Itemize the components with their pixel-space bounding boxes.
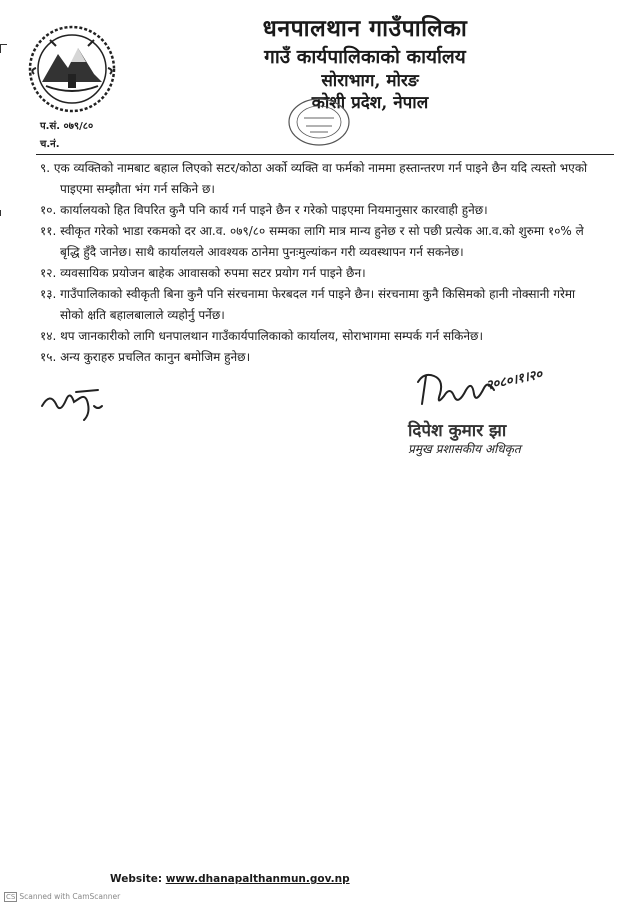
website-link[interactable]: www.dhanapalthanmun.gov.np bbox=[165, 873, 350, 885]
term-clause: १०. कार्यालयको हित विपरित कुनै पनि कार्य गर्न पाइने छैन र गरेको पाइएमा नियमानुसार कारवाही हुनेछ। bbox=[40, 203, 488, 217]
municipality-title: धनपालथान गाउँपालिका bbox=[262, 15, 468, 42]
scan-edge-mark bbox=[0, 44, 7, 53]
term-clause: १५. अन्य कुराहरु प्रचलित कानुन बमोजिम हुनेछ। bbox=[40, 350, 251, 364]
office-province: कोशी प्रदेश, नेपाल bbox=[311, 93, 429, 113]
footer-label: Website: bbox=[110, 873, 163, 885]
office-location: सोराभाग, मोरङ bbox=[321, 71, 419, 91]
officer-name-stamp: दिपेश कुमार झा bbox=[408, 421, 507, 441]
officer-designation: प्रमुख प्रशासकीय अधिकृत bbox=[408, 442, 521, 456]
header-divider bbox=[36, 154, 614, 155]
reference-block bbox=[40, 118, 93, 154]
scan-edge-mark bbox=[0, 210, 7, 216]
nepal-government-emblem bbox=[24, 24, 120, 114]
term-clause: १४. थप जानकारीको लागि धनपालथान गाउँकार्यपालिकाको कार्यालय, सोराभागमा सम्पर्क गर्न सकिनेछ। bbox=[40, 329, 484, 343]
dispatch-number: च.नं. bbox=[40, 139, 60, 150]
term-clause: १३. गाउँपालिकाको स्वीकृती बिना कुनै पनि संरचनामा फेरबदल गर्न पाइने छैन। संरचनामा कुनै किसिमको हानी नोक्सानी गरेमा सोको क्षति बहालबालाले व्यहोर्नु पर्नेछ। bbox=[40, 287, 576, 322]
footer bbox=[110, 873, 350, 885]
term-clause: ९. एक व्यक्तिको नामबाट बहाल लिएको सटर/कोठा अर्को व्यक्ति वा फर्मको नाममा हस्तान्तरण गर्न पाइने छैन यदि त्यस्तो भएको पाइएमा सम्झौता भंग गर्न सकिने छ। bbox=[40, 161, 588, 196]
office-name: गाउँ कार्यपालिकाको कार्यालय bbox=[264, 46, 466, 68]
handwritten-initials bbox=[36, 380, 112, 424]
letter-number: प.सं. ०७९/८० bbox=[40, 121, 94, 132]
scanner-text: Scanned with CamScanner bbox=[19, 892, 121, 901]
terms-list bbox=[40, 158, 600, 368]
term-clause: १२. व्यवसायिक प्रयोजन बाहेक आवासको रुपमा सटर प्रयोग गर्न पाइने छैन। bbox=[40, 266, 366, 280]
scanner-watermark bbox=[4, 892, 120, 902]
signature-date: २०८०।१।२० bbox=[484, 367, 544, 394]
office-seal-stamp bbox=[286, 96, 352, 148]
term-clause: ११. स्वीकृत गरेको भाडा रकमको दर आ.व. ०७९/८० सम्मका लागि मात्र मान्य हुनेछ र सो पछी प्रत्येक आ.व.को शुरुमा १०% ले बृद्धि हुँदै जानेछ। साथै कार्यालयले आवश्यक ठानेमा पुनःमुल्यांकन गरी व्यवस्थापन गर्न सकनेछ। bbox=[40, 224, 584, 259]
camscanner-icon: CS bbox=[6, 893, 16, 901]
